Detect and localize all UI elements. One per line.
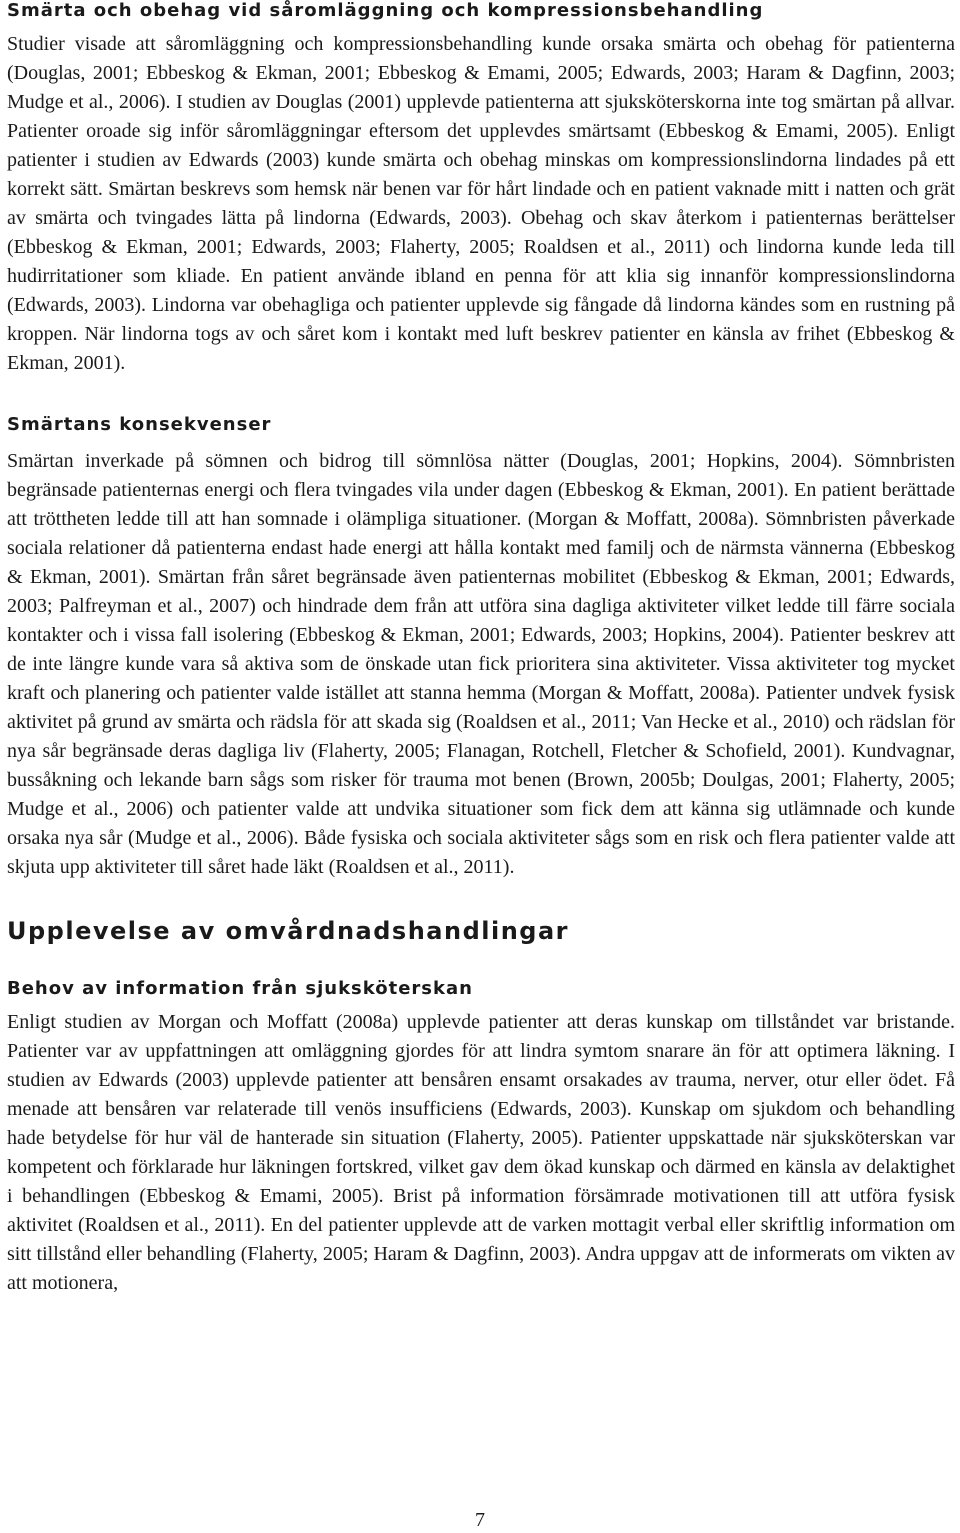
paragraph-information-need: Enligt studien av Morgan och Moffatt (2008a) upplevde patienter att deras kunskap om tillståndet var bristande. Patienter var av uppfattningen att omläggning gjordes för att lindra symtom snarare än för att optimera läkning. I studien av Edwards (2003) upplevde patienter att bensåren ensamt orsakades av trauma, nerver, otur eller ödet. Få menade att bensåren var relaterade till venös insufficiens (Edwards, 2003). Kunskap om sjukdom och behandling hade betydelse för hur väl de hanterade sin situation (Flaherty, 2005). Patienter uppskattade när sjuksköterskan var kompetent och förklarade hur läkningen fortskred, vilket gav dem ökad kunskap och därmed en känsla av delaktighet i behandlingen (Ebbeskog & Emami, 2005). Brist på information försämrade motivationen till att utföra fysisk aktivitet (Roaldsen et al., 2011). En del patienter upplevde att de varken mottagit verbal eller skriftlig information om sitt tillstånd eller behandling (Flaherty, 2005; Haram & Dagfinn, 2003). Andra uppgav att de informerats om vikten av att motionera,: [7, 1011, 955, 1294]
page-number: 7: [475, 1509, 485, 1531]
document-page: [7, 0, 955, 1298]
paragraph-pain: Studier visade att såromläggning och kompressionsbehandling kunde orsaka smärta och obehag för patienterna (Douglas, 2001; Ebbeskog & Ekman, 2001; Ebbeskog & Emami, 2005; Edwards, 2003; Haram & Dagfinn, 2003; Mudge et al., 2006). I studien av Douglas (2001) upplevde patienterna att sjuksköterskorna inte tog smärtan på allvar. Patienter oroade sig inför såromläggningar eftersom det upplevdes smärtsamt (Ebbeskog & Emami, 2005). Enligt patienter i studien av Edwards (2003) kunde smärta och obehag minskas om kompressionslindorna lindades på ett korrekt sätt. Smärtan beskrevs som hemsk när benen var för hårt lindade och en patient vaknade mitt i natten och grät av smärta och tvingades lätta på lindorna (Edwards, 2003). Obehag och skav återkom i patienternas berättelser (Ebbeskog & Ekman, 2001; Edwards, 2003; Flaherty, 2005; Roaldsen et al., 2011) och lindorna kunde leda till hudirritationer som kliade. En patient använde ibland en penna för att klia sig innanför kompressionslindorna (Edwards, 2003). Lindorna var obehagliga och patienter upplevde sig fångade då lindorna kändes som en rustning på kroppen. När lindorna togs av och såret kom i kontakt med luft beskrev patienter en känsla av frihet (Ebbeskog & Ekman, 2001).: [7, 33, 955, 374]
paragraph-pain-consequences: Smärtan inverkade på sömnen och bidrog till sömnlösa nätter (Douglas, 2001; Hopkins, 2004). Sömnbristen begränsade patienternas energi och flera tvingades vila under dagen (Ebbeskog & Ekman, 2001). En patient berättade att tröttheten ledde till att han somnade i olämpliga situationer. (Morgan & Moffatt, 2008a). Sömnbristen påverkade sociala relationer då patienterna endast hade energi att hålla kontakt med familj och de närmsta vännerna (Ebbeskog & Ekman, 2001). Smärtan från såret begränsade även patienternas mobilitet (Ebbeskog & Ekman, 2001; Edwards, 2003; Palfreyman et al., 2007) och hindrade dem från att utföra sina dagliga aktiviteter vilket ledde till färre sociala kontakter och i vissa fall isolering (Ebbeskog & Ekman, 2001; Edwards, 2003; Hopkins, 2004). Patienter beskrev att de inte längre kunde vara så aktiva som de önskade utan fick prioritera sina aktiviteter. Vissa aktiviteter tog mycket kraft och planering och patienter valde istället att stanna hemma (Morgan & Moffatt, 2008a). Patienter undvek fysisk aktivitet på grund av smärta och rädsla för att skada sig (Roaldsen et al., 2011; Van Hecke et al., 2010) och rädslan för nya sår begränsade deras dagliga liv (Flaherty, 2005; Flanagan, Rotchell, Fletcher & Schofield, 2001). Kundvagnar, bussåkning och lekande barn sågs som risker för trauma mot benen (Brown, 2005b; Doulgas, 2001; Flaherty, 2005; Mudge et al., 2006) och patienter valde att undvika situationer som fick dem att känna sig utlämnade och kunde orsaka nya sår (Mudge et al., 2006). Både fysiska och sociala aktiviteter sågs som en risk och flera patienter valde att skjuta upp aktiviteter till såret hade läkt (Roaldsen et al., 2011).: [7, 450, 955, 878]
section-heading-nursing-experience: Upplevelse av omvårdnadshandlingar: [7, 917, 570, 945]
section-heading-pain-consequences: Smärtans konsekvenser: [7, 414, 272, 435]
section-heading-pain: Smärta och obehag vid såromläggning och kompressionsbehandling: [7, 0, 764, 21]
section-heading-information-need: Behov av information från sjuksköterskan: [7, 978, 473, 999]
